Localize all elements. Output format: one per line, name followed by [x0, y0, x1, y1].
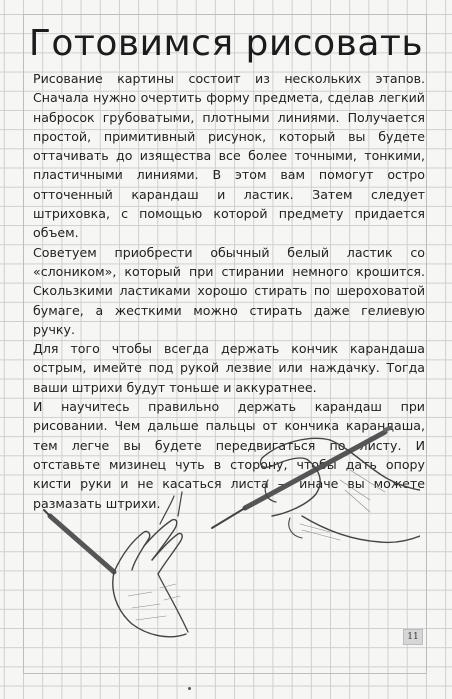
- right-hand-sketch: [212, 428, 420, 542]
- paragraph-3: Для того чтобы всегда держать кончик карандаша острым, имейте под рукой лезвие или наждачку. Тогда ваши штрихи будут тоньше и аккуратнее.: [33, 341, 425, 395]
- hands-holding-pencils-illustration: [40, 420, 420, 660]
- paragraph-2: Советуем приобрести обычный белый ластик со «слоником», который при стирании немного крошится. Скользкими ластиками хорошо стирать по шероховатой бумаге, а жесткими можно стирать даже гелиевую ручку.: [33, 244, 425, 337]
- paragraph-4: И научитесь правильно держать карандаш при рисовании. Чем дальше пальцы от кончика карандаша, тем легче вы будете передвигаться по листу. И отставьте мизинец чуть в сторону, чтобы дать опору кисти руки и не касаться листа — иначе вы можете размазать штрихи.: [33, 399, 425, 511]
- printer-dot: [188, 687, 191, 690]
- page-number: 11: [403, 629, 423, 645]
- paragraph-1: Рисование картины состоит из нескольких этапов. Сначала нужно очертить форму предмета, сделав легкий набросок грубоватыми, плотными линиями. Получается простой, примитивный рисунок, который вы будете оттачивать до изящества все более точными, тонкими, пластичными линиями. В этом вам помогут остро отточенный карандаш и ластик. Затем следует штриховка, с помощью которой предмету придается объем.: [33, 71, 425, 241]
- left-hand-sketch: [44, 492, 188, 637]
- page-title: Готовимся рисовать: [28, 23, 424, 64]
